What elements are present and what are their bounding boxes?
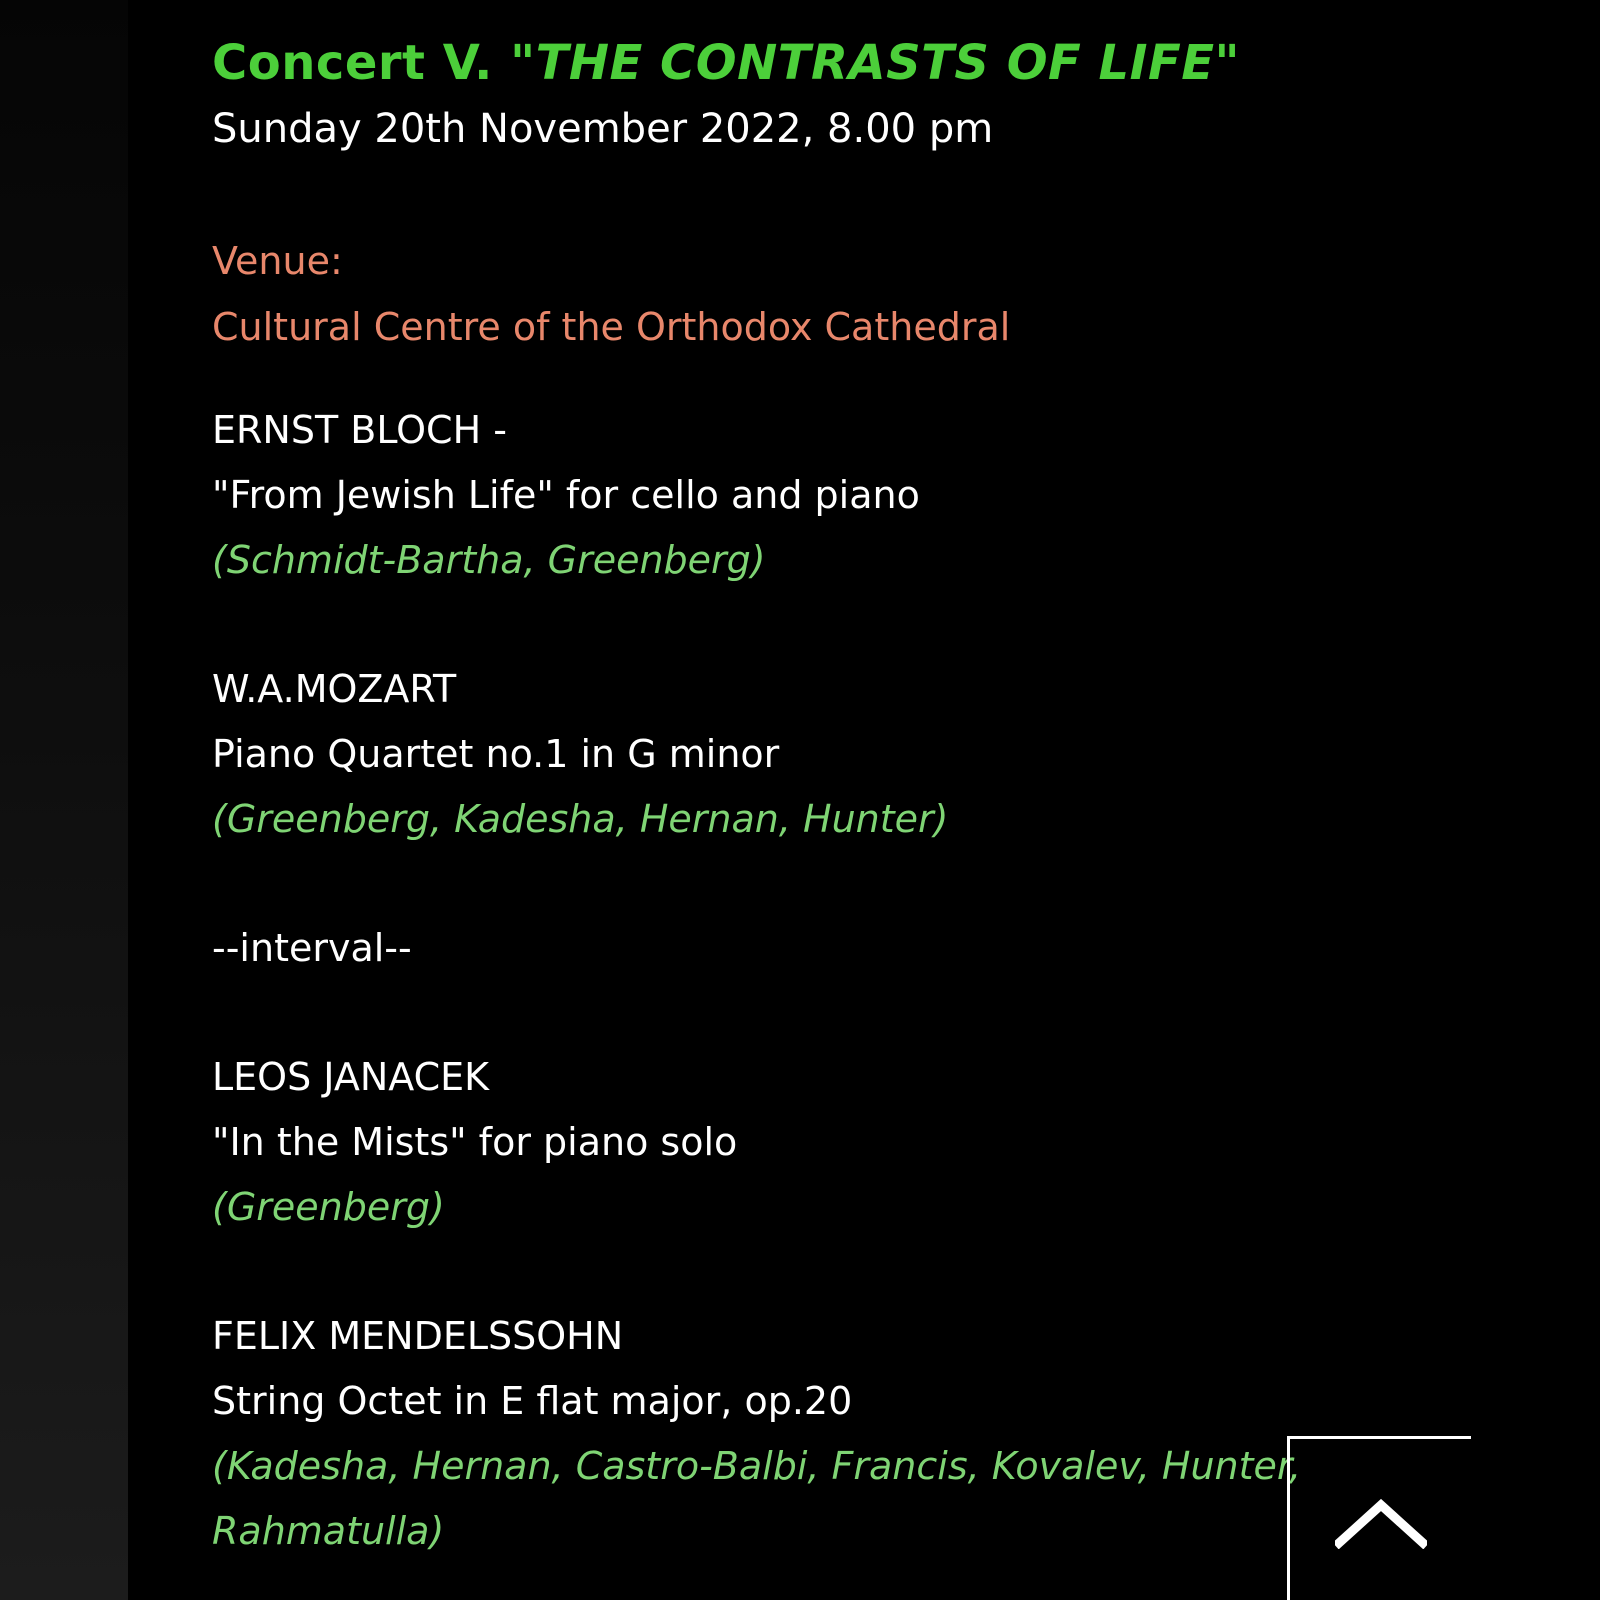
performers: (Greenberg) <box>212 1185 445 1229</box>
composer-name: LEOS JANACEK <box>212 1055 490 1099</box>
concert-details <box>212 30 1462 1564</box>
concert-date: Sunday 20th November 2022, 8.00 pm <box>212 106 994 152</box>
work-title: String Octet in E flat major, op.20 <box>212 1379 853 1423</box>
side-panel <box>0 0 128 1600</box>
venue-block <box>212 228 1462 360</box>
composer-name: FELIX MENDELSSOHN <box>212 1314 624 1358</box>
composer-name: W.A.MOZART <box>212 667 457 711</box>
work-title: "In the Mists" for piano solo <box>212 1120 738 1164</box>
program-item <box>212 398 1462 593</box>
performers: (Greenberg, Kadesha, Hernan, Hunter) <box>212 797 949 841</box>
performers: (Kadesha, Hernan, Castro-Balbi, Francis, Kovalev, Hunter, Rahmatulla) <box>212 1444 1302 1553</box>
program-item <box>212 1304 1462 1564</box>
chevron-up-icon <box>1335 1497 1427 1549</box>
performers: (Schmidt-Bartha, Greenberg) <box>212 538 766 582</box>
concert-title-quoted: "THE CONTRASTS OF LIFE" <box>510 35 1241 91</box>
scroll-to-top-button[interactable] <box>1287 1436 1471 1600</box>
program-item <box>212 1045 1462 1240</box>
work-title: "From Jewish Life" for cello and piano <box>212 473 920 517</box>
concert-title <box>212 30 1462 96</box>
work-title: Piano Quartet no.1 in G minor <box>212 732 780 776</box>
composer-name: ERNST BLOCH - <box>212 408 507 452</box>
interval-marker: --interval-- <box>212 926 412 970</box>
program-item <box>212 657 1462 852</box>
program-list <box>212 398 1462 1564</box>
venue-name: Cultural Centre of the Orthodox Cathedral <box>212 305 1011 349</box>
venue-label: Venue: <box>212 239 343 283</box>
concert-title-prefix: Concert V. <box>212 35 493 91</box>
